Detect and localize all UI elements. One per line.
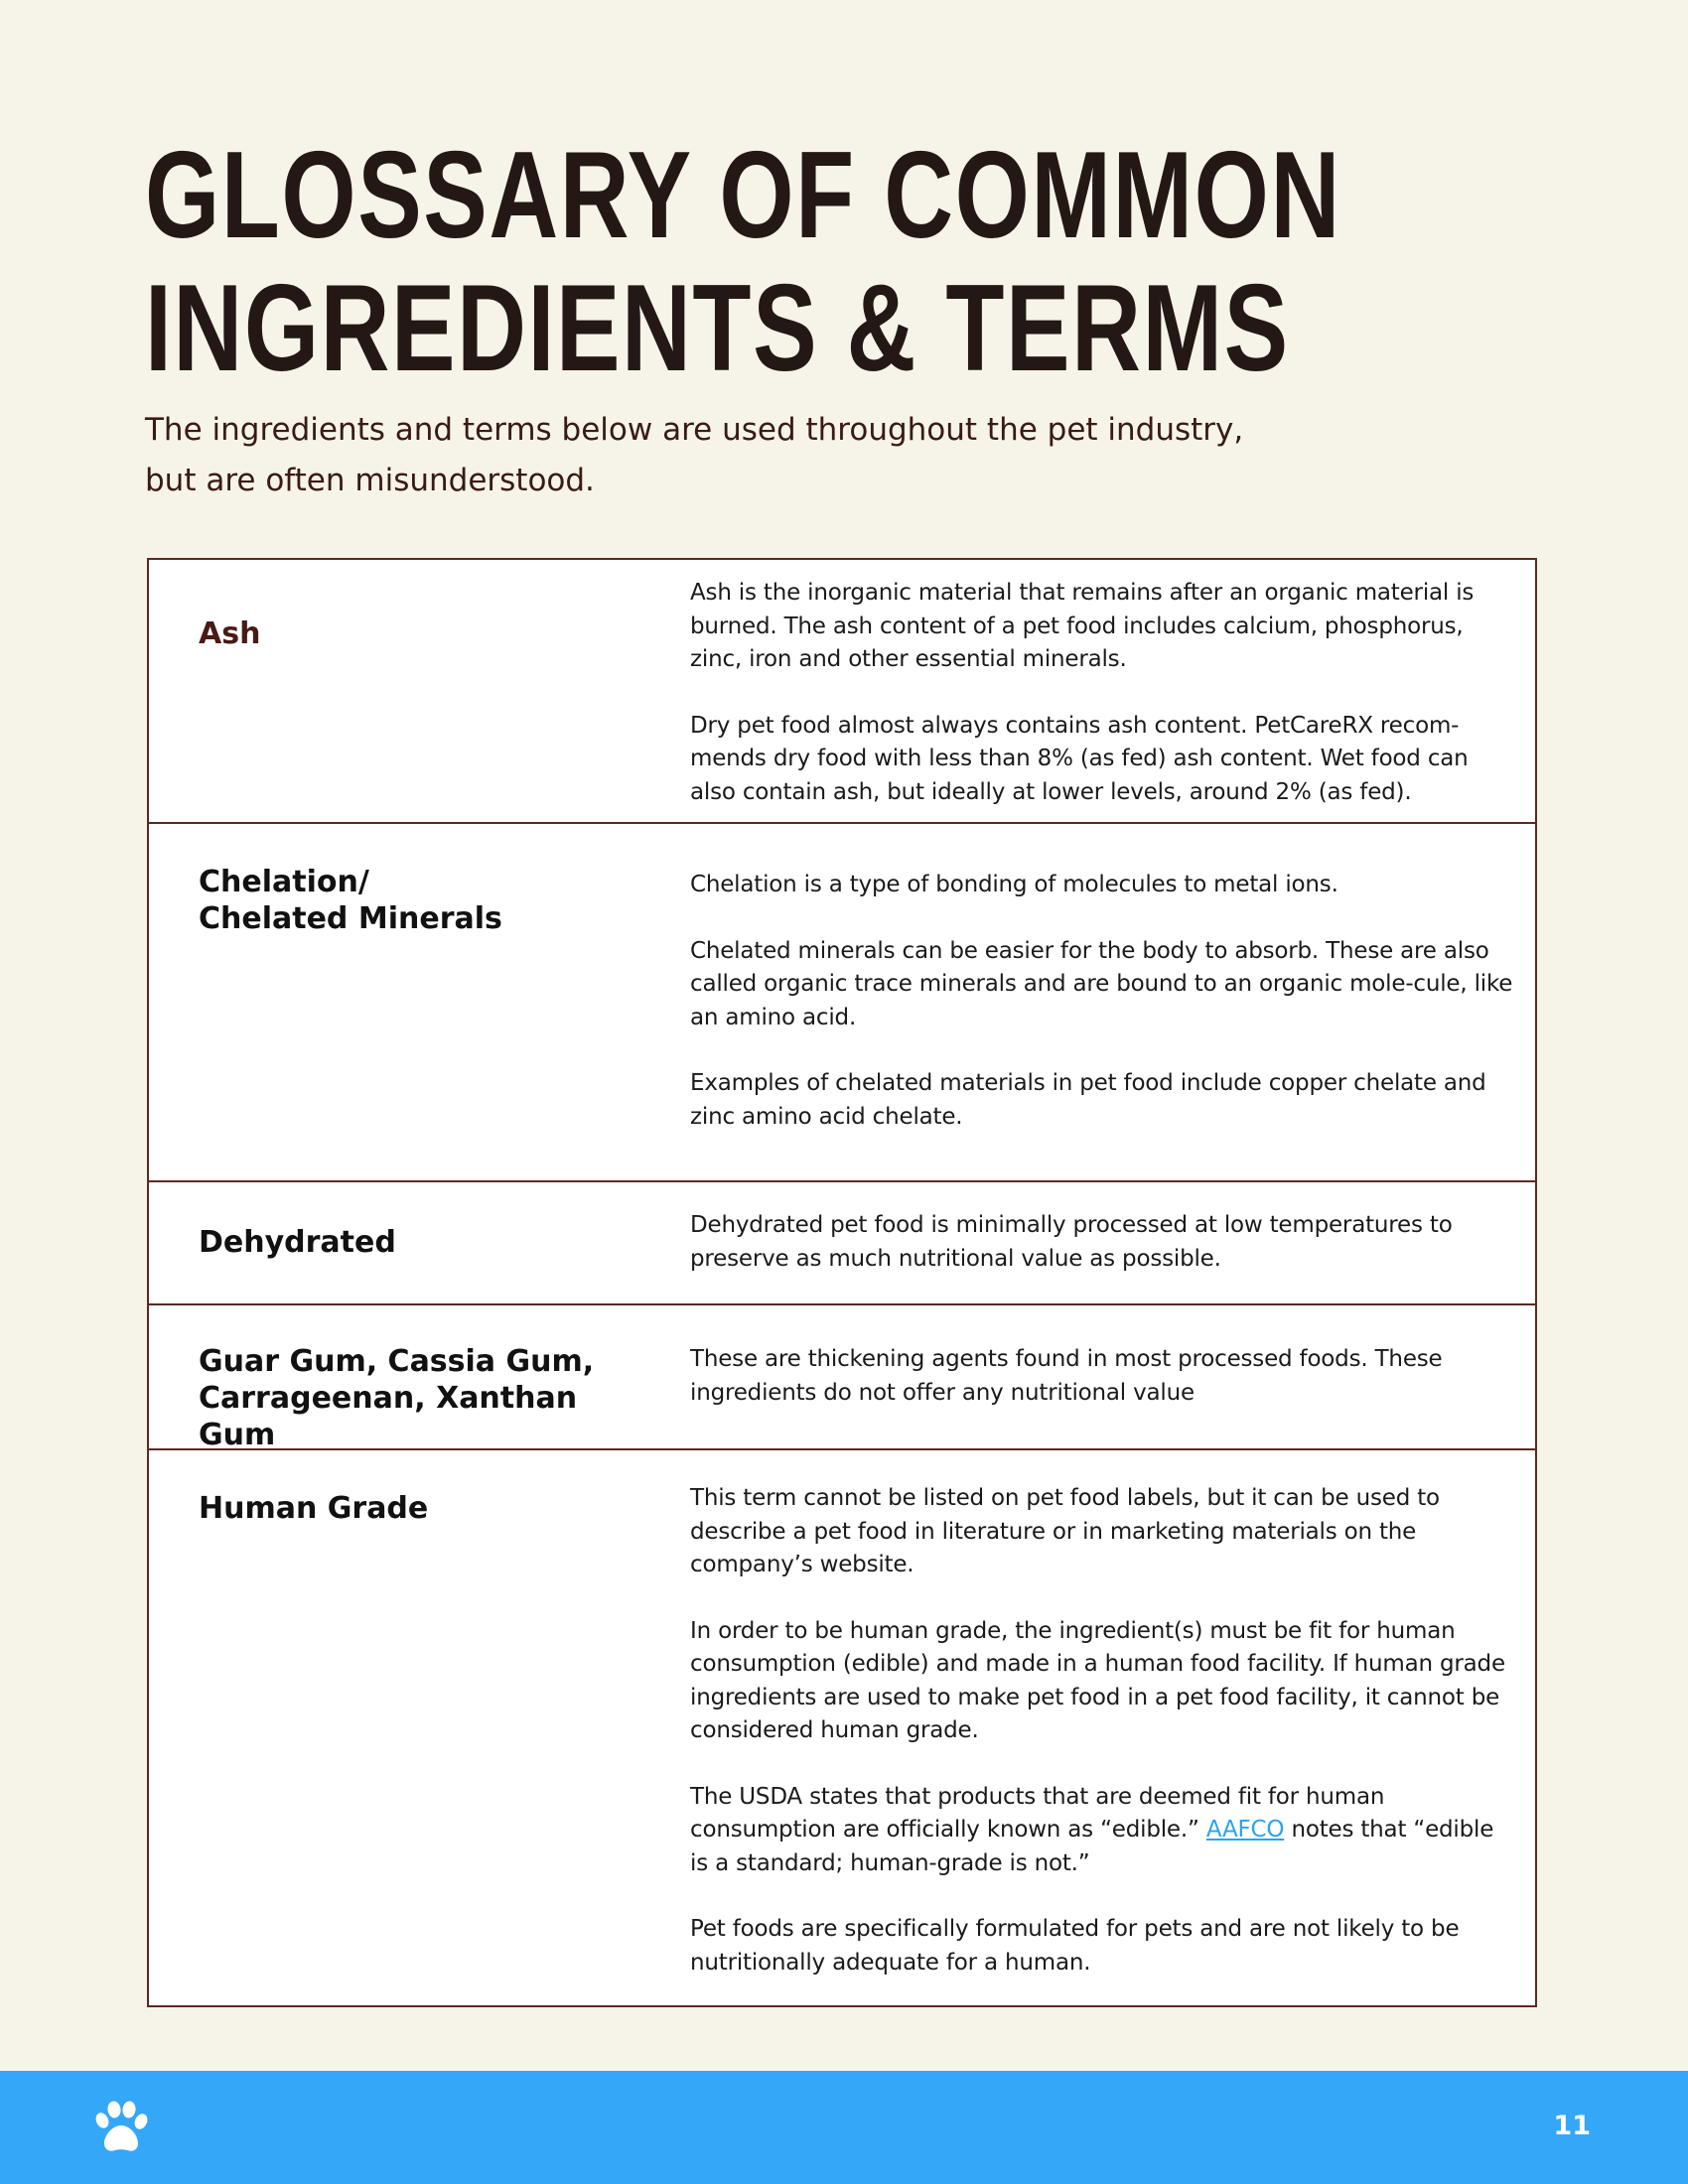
definition-text: notes that “edible is a standard; human-grade is not.” <box>690 1817 1494 1876</box>
definition-paragraph <box>690 1781 1514 1881</box>
definition-paragraph: This term cannot be listed on pet food labels, but it can be used to describe a pet food in literature or in marketing materials on the company’s website. <box>690 1485 1440 1577</box>
glossary-term <box>199 1224 655 1261</box>
term-line: Chelated Minerals <box>199 901 502 936</box>
page-title-line-2: INGREDIENTS & TERMS <box>145 260 1290 397</box>
glossary-row-human-grade <box>149 1450 1535 2005</box>
glossary-row-chelation <box>149 824 1535 1182</box>
glossary-row-dehydrated <box>149 1182 1535 1305</box>
glossary-row-gums <box>149 1305 1535 1450</box>
term-line: Guar Gum, Cassia Gum, <box>199 1344 595 1379</box>
term-line: Carrageenan, Xanthan Gum <box>199 1381 578 1452</box>
definition-text: The USDA states that products that are deemed fit for human consumption are officially known as “edible.” <box>690 1783 1385 1843</box>
aafco-link[interactable]: AAFCO <box>1205 1817 1285 1843</box>
definition-paragraph: These are thickening agents found in most processed foods. These ingredients do not offer any nutritional value <box>690 1346 1443 1406</box>
glossary-term <box>199 1343 655 1453</box>
definition-paragraph: Dry pet food almost always contains ash content. PetCareRX recom-mends dry food with less than 8% (as fed) ash content. Wet food can also contain ash, but ideally at lower levels, around 2% (as fed). <box>690 712 1469 805</box>
page-title <box>145 129 1341 395</box>
definition-paragraph: Ash is the inorganic material that remains after an organic material is burned. The ash content of a pet food includes calcium, phosphorus, zinc, iron and other essential minerals. <box>690 580 1475 672</box>
glossary-definitions <box>690 869 1514 1134</box>
definition-paragraph: In order to be human grade, the ingredient(s) must be fit for human consumption (edible) and made in a human food facility. If human grade ingredients are used to make pet food in a pet food facility, it cannot be considered human grade. <box>690 1617 1505 1743</box>
glossary-definitions <box>690 577 1514 809</box>
glossary-definitions <box>690 1343 1514 1410</box>
definition-paragraph: Dehydrated pet food is minimally processed at low temperatures to preserve as much nutritional value as possible. <box>690 1212 1453 1272</box>
glossary-term <box>199 864 655 937</box>
definition-paragraph: Chelation is a type of bonding of molecules to metal ions. <box>690 872 1338 897</box>
glossary-term <box>199 615 655 652</box>
glossary-definitions <box>690 1209 1514 1276</box>
intro-text <box>145 405 1297 506</box>
page-title-line-1: GLOSSARY OF COMMON <box>145 127 1341 264</box>
paw-icon <box>91 2099 151 2158</box>
intro-line-2: but are often misunderstood. <box>145 463 595 498</box>
definition-paragraph: Chelated minerals can be easier for the body to absorb. These are also called organic trace minerals and are bound to an organic mole-cule, like an amino acid. <box>690 937 1513 1030</box>
term-line: Human Grade <box>199 1491 429 1526</box>
glossary-table <box>147 558 1537 2007</box>
intro-line-1: The ingredients and terms below are used throughout the pet industry, <box>145 412 1244 448</box>
glossary-row-ash <box>149 560 1535 824</box>
glossary-term <box>199 1490 655 1527</box>
definition-paragraph: Pet foods are specifically formulated for pets and are not likely to be nutritionally adequate for a human. <box>690 1916 1460 1976</box>
page-number: 11 <box>1553 2111 1591 2141</box>
term-line: Chelation/ <box>199 865 369 899</box>
glossary-definitions <box>690 1482 1514 1979</box>
definition-paragraph: Examples of chelated materials in pet food include copper chelate and zinc amino acid chelate. <box>690 1070 1486 1130</box>
term-line: Ash <box>199 616 261 651</box>
term-line: Dehydrated <box>199 1225 396 1260</box>
footer-bar <box>0 2071 1688 2184</box>
